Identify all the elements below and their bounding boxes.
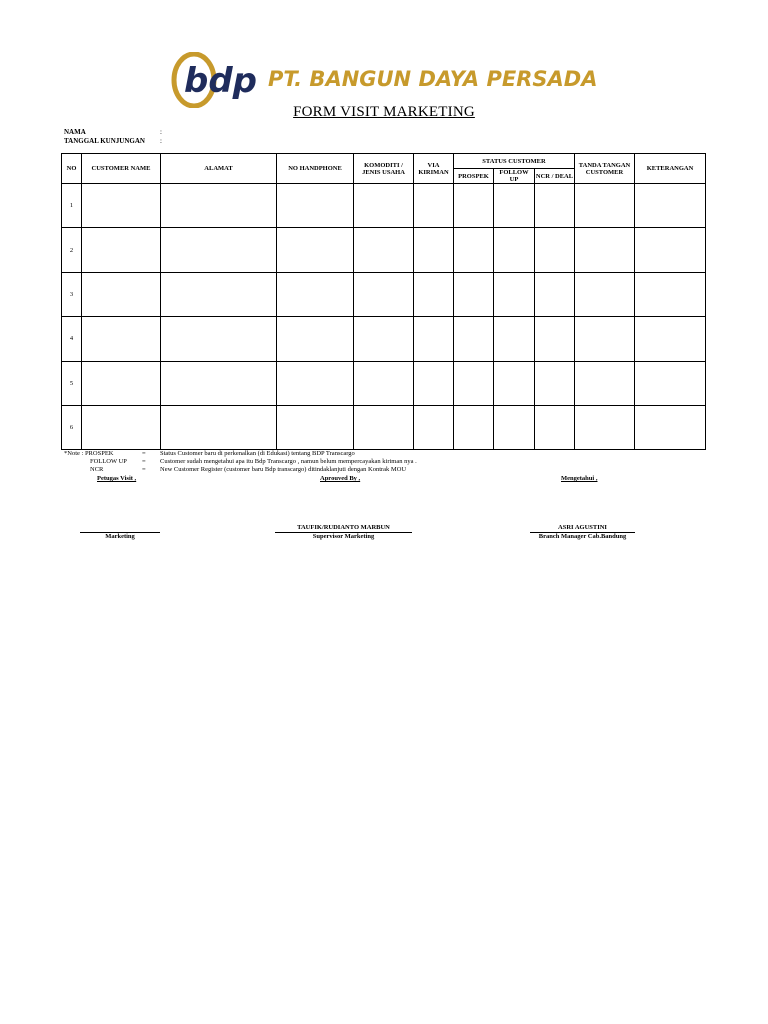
cell-via-kiriman[interactable] [414,405,454,449]
note-follow-up [64,458,484,466]
note-key: NCR [90,466,104,474]
company-logo [170,52,600,108]
cell-komoditi[interactable] [354,228,414,272]
cell-prospek[interactable] [454,228,494,272]
row-number: 3 [62,272,82,316]
table-row [62,361,706,405]
cell-prospek[interactable] [454,184,494,228]
cell-customer-name[interactable] [82,405,161,449]
cell-komoditi[interactable] [354,272,414,316]
cell-via-kiriman[interactable] [414,184,454,228]
row-number: 6 [62,405,82,449]
header-prospek: PROSPEK [454,169,494,184]
cell-tanda-tangan[interactable] [575,361,635,405]
cell-komoditi[interactable] [354,184,414,228]
logo-mark: bdp [184,61,258,101]
cell-ncr-deal[interactable] [535,184,575,228]
manager-role: Branch Manager Cab.Bandung [538,533,627,540]
header-via-line2: KIRIMAN [418,168,449,176]
cell-prospek[interactable] [454,272,494,316]
cell-keterangan[interactable] [635,361,706,405]
cell-keterangan[interactable] [635,184,706,228]
header-via-kiriman [414,154,454,184]
cell-tanda-tangan[interactable] [575,184,635,228]
header-ncr-deal: NCR / DEAL [535,169,575,184]
cell-tanda-tangan[interactable] [575,317,635,361]
table-row [62,405,706,449]
table-row [62,317,706,361]
cell-ncr-deal[interactable] [535,317,575,361]
cell-keterangan[interactable] [635,317,706,361]
cell-ncr-deal[interactable] [535,228,575,272]
cell-alamat[interactable] [161,405,277,449]
cell-no-handphone[interactable] [277,228,354,272]
cell-ncr-deal[interactable] [535,361,575,405]
header-komoditi-line1: KOMODITI / [364,161,403,169]
cell-via-kiriman[interactable] [414,361,454,405]
header-tanda-line1: TANDA TANGAN [578,161,631,169]
cell-alamat[interactable] [161,361,277,405]
cell-customer-name[interactable] [82,184,161,228]
row-number: 1 [62,184,82,228]
cell-prospek[interactable] [454,317,494,361]
note-key: FOLLOW UP [90,458,127,466]
cell-komoditi[interactable] [354,361,414,405]
table-row [62,228,706,272]
note-text: Status Customer baru di perkenalkan (di Edukasi) tentang BDP Transcargo [160,450,355,457]
notes-section [64,450,484,475]
marketing-role: Marketing [105,533,135,540]
header-komoditi-line2: JENIS USAHA [362,168,405,176]
meta-nama [64,128,162,136]
header-tanda-line2: CUSTOMER [585,168,624,176]
cell-customer-name[interactable] [82,228,161,272]
cell-komoditi[interactable] [354,405,414,449]
cell-customer-name[interactable] [82,317,161,361]
cell-keterangan[interactable] [635,405,706,449]
header-komoditi [354,154,414,184]
header-no: NO [62,154,82,184]
cell-alamat[interactable] [161,272,277,316]
cell-follow-up[interactable] [494,184,535,228]
cell-komoditi[interactable] [354,317,414,361]
cell-follow-up[interactable] [494,361,535,405]
header-via-line1: VIA [427,161,440,169]
header-follow-up [494,169,535,184]
cell-tanda-tangan[interactable] [575,405,635,449]
header-alamat: ALAMAT [161,154,277,184]
cell-follow-up[interactable] [494,228,535,272]
approved-by-label: Aprouved By , [320,475,361,482]
mengetahui-label: Mengetahui , [561,475,598,482]
petugas-visit-label: Petugas Visit , [97,475,137,482]
cell-no-handphone[interactable] [277,272,354,316]
row-number: 5 [62,361,82,405]
cell-via-kiriman[interactable] [414,228,454,272]
header-follow-line1: FOLLOW [499,169,529,176]
cell-no-handphone[interactable] [277,317,354,361]
form-title: FORM VISIT MARKETING [293,104,475,120]
manager-name: ASRI AGUSTINI [558,524,607,531]
cell-no-handphone[interactable] [277,361,354,405]
cell-tanda-tangan[interactable] [575,228,635,272]
cell-ncr-deal[interactable] [535,272,575,316]
note-equals: = [142,450,146,457]
cell-follow-up[interactable] [494,405,535,449]
cell-alamat[interactable] [161,184,277,228]
supervisor-name: TAUFIK/RUDIANTO MARBUN [297,524,390,531]
nama-colon: : [160,128,162,136]
header-tanda-tangan [575,154,635,184]
cell-prospek[interactable] [454,361,494,405]
header-keterangan: KETERANGAN [635,154,706,184]
company-name: PT. BANGUN DAYA PERSADA [268,67,598,91]
cell-alamat[interactable] [161,317,277,361]
note-equals: = [142,458,146,466]
table-row [62,184,706,228]
cell-no-handphone[interactable] [277,184,354,228]
supervisor-role: Supervisor Marketing [312,533,375,540]
visit-table [61,153,706,450]
cell-alamat[interactable] [161,228,277,272]
nama-label: NAMA [64,128,86,136]
cell-customer-name[interactable] [82,361,161,405]
header-status-customer: STATUS CUSTOMER [454,154,575,169]
note-prospek [64,450,484,458]
tanggal-colon: : [160,137,162,145]
note-text: New Customer Register (customer baru Bdp transcargo) ditindaklanjuti dengan Kontrak MOU [160,466,407,474]
cell-customer-name[interactable] [82,272,161,316]
cell-follow-up[interactable] [494,272,535,316]
header-no-handphone: NO HANDPHONE [277,154,354,184]
cell-ncr-deal[interactable] [535,405,575,449]
cell-follow-up[interactable] [494,317,535,361]
note-text: Customer sudah mengetahui apa itu Bdp Transcargo , namun belum mempercayakan kiriman nya . [160,458,417,466]
cell-prospek[interactable] [454,405,494,449]
table-row [62,272,706,316]
cell-no-handphone[interactable] [277,405,354,449]
header-customer-name: CUSTOMER NAME [82,154,161,184]
tanggal-label: TANGGAL KUNJUNGAN [64,137,145,145]
note-key: *Note : PROSPEK [64,450,114,457]
row-number: 2 [62,228,82,272]
cell-keterangan[interactable] [635,272,706,316]
cell-via-kiriman[interactable] [414,317,454,361]
note-equals: = [142,466,146,474]
cell-keterangan[interactable] [635,228,706,272]
cell-tanda-tangan[interactable] [575,272,635,316]
cell-via-kiriman[interactable] [414,272,454,316]
note-ncr [64,466,484,474]
meta-tanggal [64,137,162,145]
row-number: 4 [62,317,82,361]
header-follow-line2: UP [509,176,519,183]
